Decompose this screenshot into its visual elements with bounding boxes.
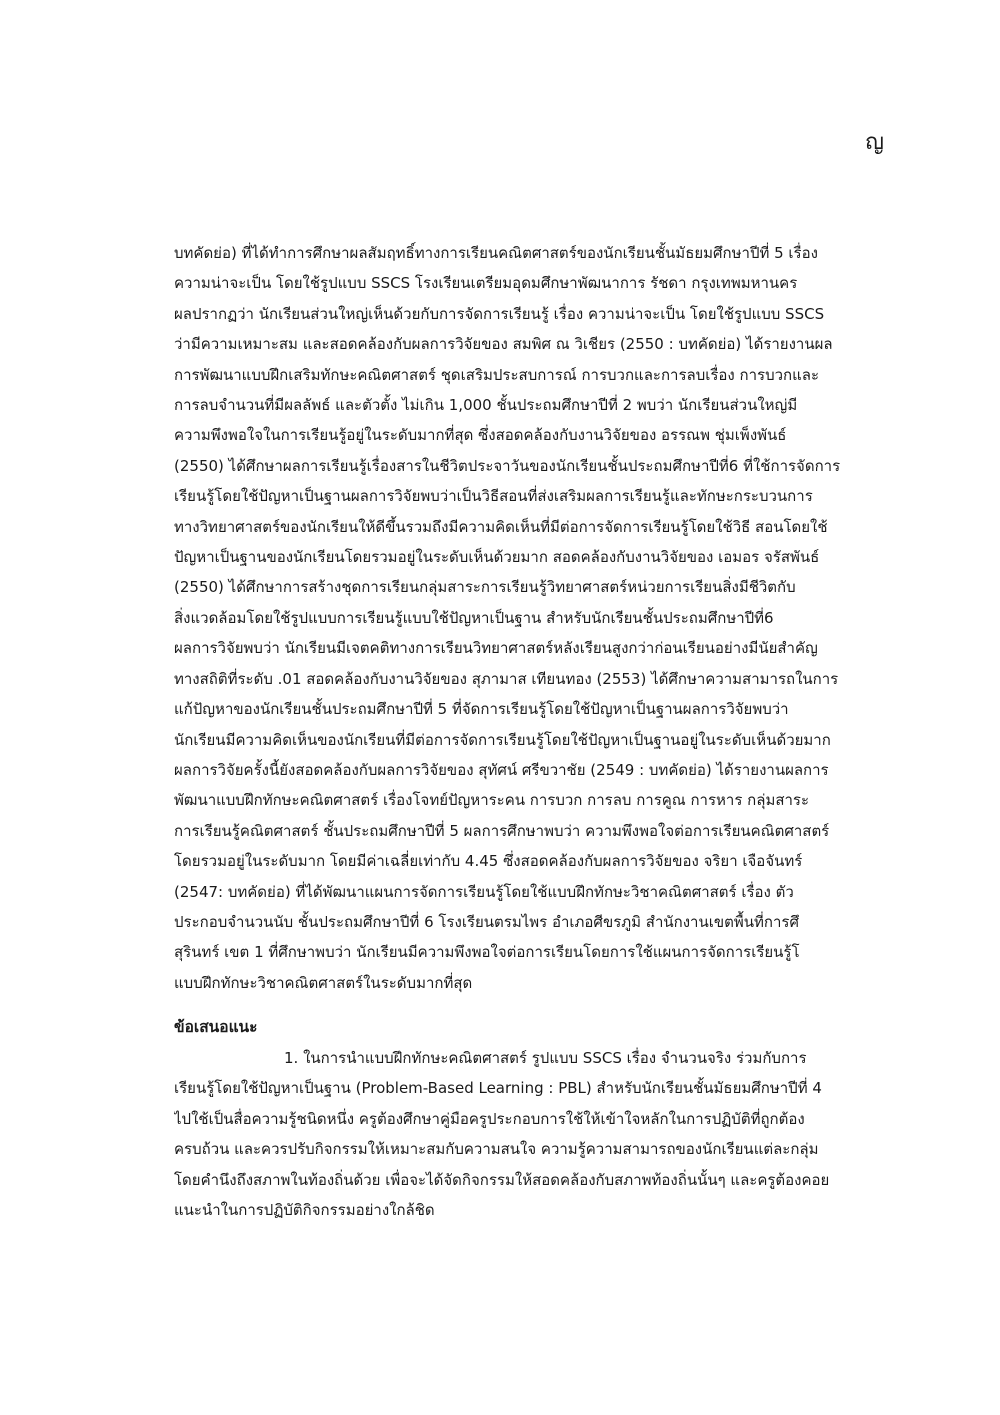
text-line: ประกอบจำนวนนับ ชั้นประถมศึกษาปีที่ 6 โรงเรียนตรมไพร อำเภอศีขรภูมิ สำนักงานเขตพื้นที่การศึ	[174, 912, 799, 931]
body-paragraph	[174, 238, 886, 998]
text-line: การลบจำนวนที่มีผลลัพธ์ และตัวตั้ง ไม่เกิน 1,000 ชั้นประถมศึกษาปีที่ 2 พบว่า นักเรียนส่วนใหญ่มี	[174, 396, 798, 415]
text-line: ปัญหาเป็นฐานของนักเรียนโดยรวมอยู่ในระดับเห็นด้วยมาก สอดคล้องกับงานวิจัยของ เอมอร จรัสพันธ์	[174, 548, 820, 567]
text-line: ไปใช้เป็นสื่อความรู้ชนิดหนึ่ง ครูต้องศึกษาคู่มือครูประกอบการใช้ให้เข้าใจหลักในการปฏิบัติที่ถูกต้อง	[174, 1109, 805, 1128]
text-line: พัฒนาแบบฝึกทักษะคณิตศาสตร์ เรื่องโจทย์ปัญหาระคน การบวก การลบ การคูณ การหาร กลุ่มสาระ	[174, 791, 810, 810]
text-line: การพัฒนาแบบฝึกเสริมทักษะคณิตศาสตร์ ชุดเสริมประสบการณ์ การบวกและการลบเรื่อง การบวกและ	[174, 365, 820, 384]
text-line: แก้ปัญหาของนักเรียนชั้นประถมศึกษาปีที่ 5 ที่จัดการเรียนรู้โดยใช้ปัญหาเป็นฐานผลการวิจัยพบว่า	[174, 700, 789, 719]
text-line: ผลการวิจัยพบว่า นักเรียนมีเจตคติทางการเรียนวิทยาศาสตร์หลังเรียนสูงกว่าก่อนเรียนอย่างมีนัยสำคัญ	[174, 639, 818, 658]
text-line: ผลปรากฏว่า นักเรียนส่วนใหญ่เห็นด้วยกับการจัดการเรียนรู้ เรื่อง ความน่าจะเป็น โดยใช้รูปแบบ SSCS	[174, 304, 825, 323]
text-line: นักเรียนมีความคิดเห็นของนักเรียนที่มีต่อการจัดการเรียนรู้โดยใช้ปัญหาเป็นฐานอยู่ในระดับเห็นด้วยมาก	[174, 730, 831, 749]
text-line: เรียนรู้โดยใช้ปัญหาเป็นฐาน (Problem-Based Learning : PBL) สำหรับนักเรียนชั้นมัธยมศึกษาปีที่ 4	[174, 1079, 822, 1098]
text-line: โดยคำนึงถึงสภาพในท้องถิ่นด้วย เพื่อจะได้จัดกิจกรรมให้สอดคล้องกับสภาพท้องถิ่นนั้นๆ และครูต้องคอย	[174, 1170, 830, 1189]
text-line: สุรินทร์ เขต 1 ที่ศึกษาพบว่า นักเรียนมีความพึงพอใจต่อการเรียนโดยการใช้แผนการจัดการเรียนรู้โ	[174, 943, 800, 962]
text-line: การเรียนรู้คณิตศาสตร์ ชั้นประถมศึกษาปีที่ 5 ผลการศึกษาพบว่า ความพึงพอใจต่อการเรียนคณิตศาสตร์	[174, 821, 830, 840]
text-line: ผลการวิจัยครั้งนี้ยังสอดคล้องกับผลการวิจัยของ สุทัศน์ ศรีขวาชัย (2549 : บทคัดย่อ) ได้รายงานผลการ	[174, 760, 829, 779]
text-line: (2550) ได้ศึกษาผลการเรียนรู้เรื่องสารในชีวิตประจาวันของนักเรียนชั้นประถมศึกษาปีที่6 ที่ใช้การจัดการ	[174, 456, 841, 475]
section-heading-suggestions: ข้อเสนอแนะ	[174, 1018, 258, 1036]
text-line: ครบถ้วน และควรปรับกิจกรรมให้เหมาะสมกับความสนใจ ความรู้ความสามารถของนักเรียนแต่ละกลุ่ม	[174, 1140, 819, 1159]
text-line: สิ่งแวดล้อมโดยใช้รูปแบบการเรียนรู้แบบใช้ปัญหาเป็นฐาน สำหรับนักเรียนชั้นประถมศึกษาปีที่6	[174, 608, 774, 627]
text-line: เรียนรู้โดยใช้ปัญหาเป็นฐานผลการวิจัยพบว่าเป็นวิธีสอนที่ส่งเสริมผลการเรียนรู้และทักษะกระบวนการ	[174, 487, 813, 506]
text-line: แบบฝึกทักษะวิชาคณิตศาสตร์ในระดับมากที่สุด	[174, 973, 473, 992]
text-line: ความพึงพอใจในการเรียนรู้อยู่ในระดับมากที่สุด ซึ่งสอดคล้องกับงานวิจัยของ อรรณพ ชุ่มเพ็งพันธ์	[174, 426, 787, 445]
text-line: โดยรวมอยู่ในระดับมาก โดยมีค่าเฉลี่ยเท่ากับ 4.45 ซึ่งสอดคล้องกับผลการวิจัยของ จริยา เจือจันทร์	[174, 852, 803, 871]
text-line: ว่ามีความเหมาะสม และสอดคล้องกับผลการวิจัยของ สมพิศ ณ วิเชียร (2550 : บทคัดย่อ) ได้รายงานผล	[174, 335, 833, 354]
page-number: ญ	[865, 130, 884, 155]
suggestion-paragraph	[174, 1043, 886, 1225]
text-line: ความน่าจะเป็น โดยใช้รูปแบบ SSCS โรงเรียนเตรียมอุดมศึกษาพัฒนาการ รัชดา กรุงเทพมหานคร	[174, 274, 798, 293]
text-line: ทางสถิติที่ระดับ .01 สอดคล้องกับงานวิจัยของ สุภามาส เทียนทอง (2553) ได้ศึกษาความสามารถในการ	[174, 669, 839, 688]
text-line: (2550) ได้ศึกษาการสร้างชุดการเรียนกลุ่มสาระการเรียนรู้วิทยาศาสตร์หน่วยการเรียนสิ่งมีชีวิตกับ	[174, 578, 796, 597]
text-line: ทางวิทยาศาสตร์ของนักเรียนให้ดีขึ้นรวมถึงมีความคิดเห็นที่มีต่อการจัดการเรียนรู้โดยใช้วิธี สอนโดยใช้	[174, 517, 828, 536]
text-line: 1. ในการนำแบบฝึกทักษะคณิตศาสตร์ รูปแบบ SSCS เรื่อง จำนวนจริง ร่วมกับการ	[284, 1049, 807, 1067]
text-line: บทคัดย่อ) ที่ได้ทำการศึกษาผลสัมฤทธิ์ทางการเรียนคณิตศาสตร์ของนักเรียนชั้นมัธยมศึกษาปีที่ 5 เรื่อง	[174, 244, 818, 262]
text-line: (2547: บทคัดย่อ) ที่ได้พัฒนาแผนการจัดการเรียนรู้โดยใช้แบบฝึกทักษะวิชาคณิตศาสตร์ เรื่อง ตัว	[174, 882, 794, 901]
text-line: แนะนำในการปฏิบัติกิจกรรมอย่างใกล้ชิด	[174, 1201, 435, 1220]
